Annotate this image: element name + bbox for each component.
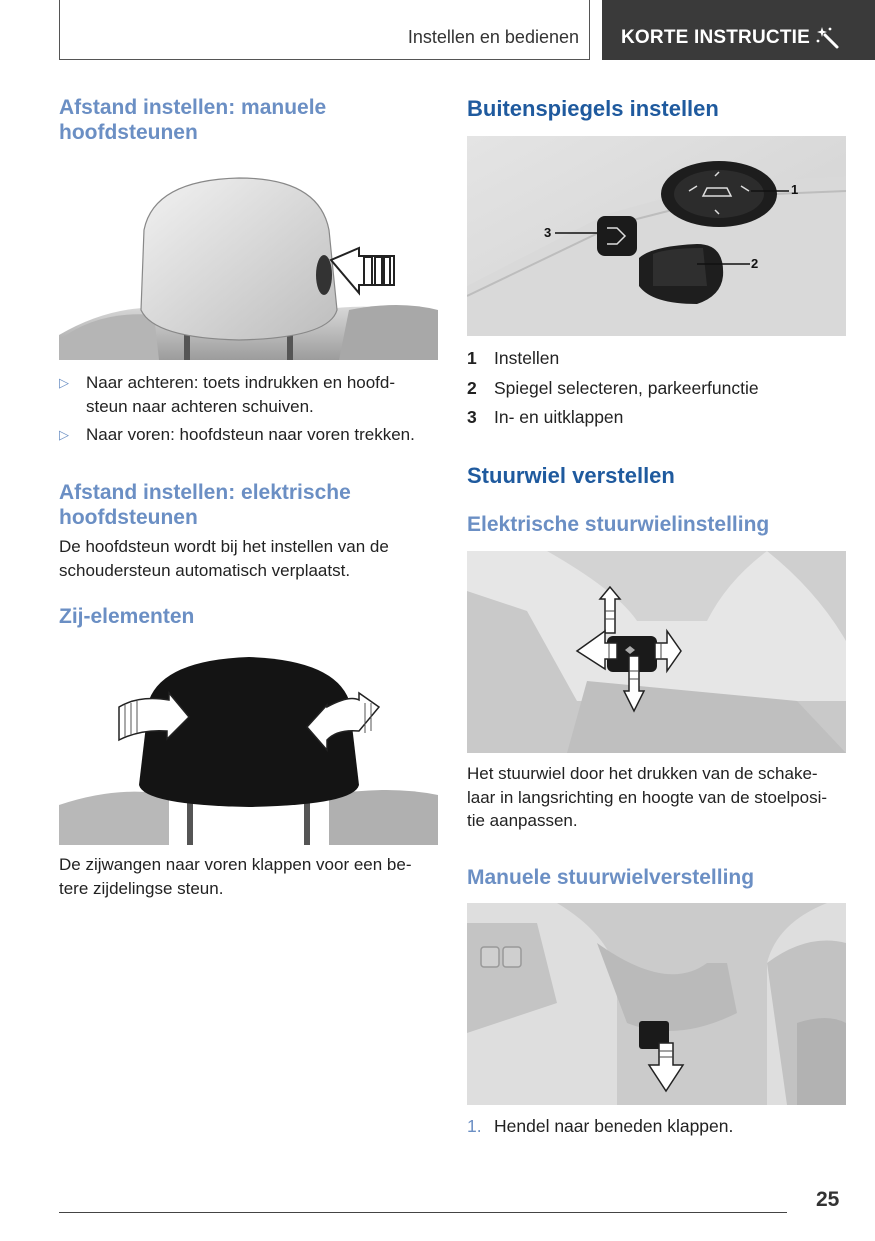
magic-wand-icon: [814, 24, 840, 50]
side-elements-title: Zij-elementen: [59, 605, 195, 628]
manual-steering-figure: [467, 903, 846, 1105]
paragraph-line: tie aanpassen.: [467, 811, 578, 830]
paragraph-line: Het stuurwiel door het drukken van de schake-: [467, 764, 818, 783]
paragraph-line: schoudersteun automatisch verplaatst.: [59, 560, 351, 580]
mirrors-title: Buitenspiegels instellen: [467, 96, 719, 121]
headrest-side-figure: [59, 645, 438, 845]
electric-headrest-title-line2: hoofdsteunen: [59, 506, 198, 529]
bullet-text: Naar achteren: toets indrukken en hoofd-: [86, 373, 396, 392]
legend-number: 1: [467, 348, 477, 368]
mirror-callout-3: 3: [544, 225, 552, 240]
paragraph-line: De hoofdsteun wordt bij het instellen van de: [59, 537, 389, 556]
bullet-triangle-icon: ▷: [59, 427, 69, 442]
paragraph-line: laar in langsrichting en hoogte van de stoelposi-: [467, 787, 828, 807]
paragraph-line: tere zijdelingse steun.: [59, 878, 224, 898]
legend-label: In- en uitklappen: [494, 407, 624, 427]
side-elements-text: [59, 853, 438, 900]
manual-headrest-title-line1: Afstand instellen: manuele: [59, 96, 327, 119]
legend-number: 3: [467, 407, 477, 427]
bullet-text: Naar voren: hoofdsteun naar voren trekken.: [86, 425, 415, 444]
mirror-legend-item: [467, 378, 846, 402]
manual-steering-title: Manuele stuurwielverstelling: [467, 866, 755, 889]
header-tab[interactable]: [602, 0, 875, 60]
mirror-legend-item: [467, 348, 846, 372]
bullet-list-item: [59, 371, 438, 418]
bullet-text: steun naar achteren schuiven.: [86, 396, 314, 416]
mirror-controls-figure: [467, 136, 846, 336]
steering-title: Stuurwiel verstellen: [467, 463, 675, 488]
mirror-legend-item: [467, 407, 846, 431]
electric-steering-figure: [467, 551, 846, 753]
header-section-box: [59, 0, 590, 60]
legend-number: 2: [467, 378, 477, 398]
manual-headrest-title: [59, 95, 326, 145]
bullet-triangle-icon: ▷: [59, 375, 69, 390]
header-tab-label: KORTE INSTRUCTIE: [621, 27, 810, 48]
step-number: 1.: [467, 1116, 482, 1136]
legend-label: Spiegel selecteren, parkeerfunctie: [494, 378, 759, 398]
header-section-title: Instellen en bedienen: [407, 27, 579, 47]
manual-headrest-title-line2: hoofdsteunen: [59, 121, 198, 144]
electric-headrest-title: [59, 480, 351, 530]
footer-divider: [59, 1212, 787, 1213]
legend-label: Instellen: [494, 348, 560, 368]
electric-steering-text: [467, 762, 846, 833]
bullet-list-item: [59, 423, 438, 447]
paragraph-line: De zijwangen naar voren klappen voor een be-: [59, 855, 412, 874]
step-label: Hendel naar beneden klappen.: [494, 1116, 734, 1136]
manual-steering-step: [467, 1116, 846, 1140]
headrest-manual-figure: [59, 160, 438, 360]
electric-headrest-text: [59, 535, 438, 582]
page-number: 25: [816, 1188, 840, 1211]
electric-headrest-title-line1: Afstand instellen: elektrische: [59, 481, 351, 504]
electric-steering-title: Elektrische stuurwielinstelling: [467, 513, 770, 536]
mirror-callout-2: 2: [751, 256, 759, 271]
mirror-callout-1: 1: [791, 182, 799, 197]
